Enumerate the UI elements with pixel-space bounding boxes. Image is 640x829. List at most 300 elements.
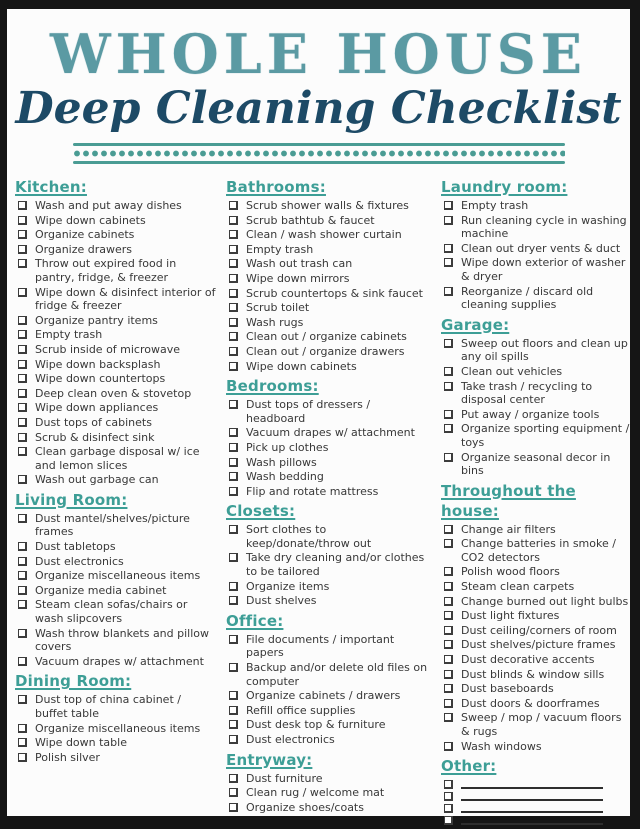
task-item <box>441 337 633 364</box>
checkbox-icon[interactable] <box>229 663 238 672</box>
task-item <box>441 668 633 682</box>
checkbox-icon[interactable] <box>18 230 27 239</box>
checkbox-icon[interactable] <box>229 216 238 225</box>
task-item <box>15 512 217 539</box>
task-label: Wash bedding <box>246 470 324 484</box>
task-label: Scrub & disinfect sink <box>35 430 155 444</box>
task-label: Organize cabinets / drawers <box>246 689 401 703</box>
section-heading-living-room: Living Room: <box>15 490 128 509</box>
task-label: Wash out garbage can <box>35 473 159 487</box>
task-item <box>15 751 217 765</box>
task-label: Dust top of china cabinet / buffet table <box>35 693 181 720</box>
task-label: Scrub shower walls & fixtures <box>246 199 409 212</box>
task-item <box>226 633 432 660</box>
task-label: Wash pillows <box>246 455 317 469</box>
task-label: Dust furniture <box>246 771 323 785</box>
checkbox-icon[interactable] <box>444 780 453 789</box>
section-living-room <box>15 490 217 669</box>
task-item <box>226 441 432 455</box>
task-item <box>15 598 217 625</box>
page-title-sub: Deep Cleaning Checklist <box>15 83 622 134</box>
checkbox-icon[interactable] <box>229 525 238 534</box>
task-label: Clean / wash shower curtain <box>246 228 402 242</box>
task-label: Steam clean carpets <box>461 580 575 594</box>
task-label: Scrub bathtub & faucet <box>246 213 375 227</box>
task-label: Organize shoes/coats <box>246 800 364 814</box>
checkbox-icon[interactable] <box>444 567 453 576</box>
task-item <box>441 609 633 623</box>
column-2 <box>226 176 432 828</box>
task-label: Dust doors & doorframes <box>461 696 600 710</box>
task-item <box>226 243 432 257</box>
page-header <box>7 9 630 164</box>
task-label: Organize seasonal decor in bins <box>461 450 611 478</box>
section-office <box>226 611 432 747</box>
task-label: Wipe down cabinets <box>246 359 357 373</box>
task-label: Clean garbage disposal w/ ice and lemon slices <box>35 445 200 472</box>
task-item <box>226 772 432 786</box>
task-item <box>15 736 217 750</box>
task-item <box>226 214 432 228</box>
section-heading-other: Other: <box>441 757 497 776</box>
checkbox-icon[interactable] <box>229 400 238 409</box>
checkbox-icon[interactable] <box>444 216 453 225</box>
checkbox-icon[interactable] <box>229 720 238 729</box>
checkbox-icon[interactable] <box>18 447 27 456</box>
checkbox-icon[interactable] <box>18 418 27 427</box>
checkbox-icon[interactable] <box>229 289 238 298</box>
checkbox-icon[interactable] <box>18 201 27 210</box>
checkbox-icon[interactable] <box>444 382 453 391</box>
section-heading-bedrooms: Bedrooms: <box>226 377 319 396</box>
task-item <box>15 372 217 386</box>
task-label: Empty trash <box>461 199 529 212</box>
task-item <box>441 365 633 379</box>
checkbox-icon[interactable] <box>229 487 238 496</box>
checkbox-icon[interactable] <box>18 657 27 666</box>
checkbox-icon[interactable] <box>18 724 27 733</box>
task-label: Wipe down countertops <box>35 372 166 386</box>
task-label: Empty trash <box>35 328 103 342</box>
task-label: Organize miscellaneous items <box>35 569 201 583</box>
section-bathrooms <box>226 177 432 373</box>
task-item <box>441 285 633 312</box>
task-item <box>226 801 432 815</box>
task-item <box>441 256 633 283</box>
task-item <box>15 286 217 313</box>
task-label: Clean rug / welcome mat <box>246 786 385 800</box>
task-label: Polish wood floors <box>461 565 560 579</box>
section-laundry-room <box>441 177 633 312</box>
task-label: Scrub countertops & sink faucet <box>246 286 423 300</box>
section-throughout-the-house <box>441 481 633 754</box>
task-item <box>226 704 432 718</box>
blank-fill-line[interactable] <box>461 778 603 789</box>
checkbox-icon[interactable] <box>229 303 238 312</box>
task-item <box>226 316 432 330</box>
task-label: Wash windows <box>461 739 542 753</box>
task-label: Clean out dryer vents & duct <box>461 241 621 255</box>
checkbox-icon[interactable] <box>229 347 238 356</box>
checkbox-icon[interactable] <box>229 230 238 239</box>
task-label: Sort clothes to keep/donate/throw out <box>246 523 372 550</box>
task-label: Dust decorative accents <box>461 653 595 667</box>
task-item <box>226 485 432 499</box>
checkbox-icon[interactable] <box>18 288 27 297</box>
task-item <box>15 314 217 328</box>
checkbox-icon[interactable] <box>18 330 27 339</box>
checkbox-icon[interactable] <box>18 389 27 398</box>
checkbox-icon[interactable] <box>444 582 453 591</box>
checkbox-icon[interactable] <box>444 792 453 801</box>
checkbox-icon[interactable] <box>229 428 238 437</box>
checkbox-icon[interactable] <box>229 472 238 481</box>
task-item <box>441 624 633 638</box>
section-heading-closets: Closets: <box>226 502 296 521</box>
checkbox-icon[interactable] <box>229 274 238 283</box>
task-label: Dust light fixtures <box>461 609 560 623</box>
checkbox-icon[interactable] <box>444 287 453 296</box>
task-item <box>226 594 432 608</box>
task-item <box>15 228 217 242</box>
blank-fill-line[interactable] <box>461 802 603 813</box>
checkbox-icon[interactable] <box>18 753 27 762</box>
blank-fill-line[interactable] <box>461 790 603 801</box>
task-label: Organize sporting equipment / toys <box>461 422 630 449</box>
task-item <box>226 426 432 440</box>
task-label: Wipe down table <box>35 736 127 750</box>
task-item <box>441 537 633 564</box>
task-item <box>15 722 217 736</box>
task-label: Change batteries in smoke / CO2 detectors <box>461 537 616 564</box>
checkbox-icon[interactable] <box>18 316 27 325</box>
task-item <box>226 360 432 374</box>
task-label: Dust electronics <box>35 554 124 568</box>
task-item <box>226 287 432 301</box>
task-label: Wipe down exterior of washer & dryer <box>461 256 626 283</box>
checkbox-icon[interactable] <box>18 738 27 747</box>
task-item <box>441 802 633 813</box>
task-item <box>441 214 633 241</box>
checkbox-icon[interactable] <box>229 774 238 783</box>
checkbox-icon[interactable] <box>444 684 453 693</box>
header-separator <box>73 143 565 164</box>
checkbox-icon[interactable] <box>444 367 453 376</box>
checkbox-icon[interactable] <box>18 259 27 268</box>
checkbox-icon[interactable] <box>18 403 27 412</box>
task-label: Sweep out floors and clean up any oil spills <box>461 336 628 364</box>
task-item <box>441 697 633 711</box>
task-item <box>226 661 432 688</box>
task-item <box>226 551 432 578</box>
task-item <box>226 257 432 271</box>
blank-fill-line[interactable] <box>461 814 603 825</box>
checklist-page <box>7 9 630 816</box>
checkbox-icon[interactable] <box>229 318 238 327</box>
checkbox-icon[interactable] <box>229 691 238 700</box>
separator-line-top <box>73 143 565 146</box>
checkbox-icon[interactable] <box>18 629 27 638</box>
task-item <box>226 301 432 315</box>
checkbox-icon[interactable] <box>444 699 453 708</box>
task-label: Wash rugs <box>246 315 304 329</box>
section-heading-office: Office: <box>226 611 284 630</box>
task-label: Clean out / organize cabinets <box>246 330 407 344</box>
task-item <box>226 733 432 747</box>
checkbox-icon[interactable] <box>444 804 453 813</box>
task-label: Scrub toilet <box>246 301 310 315</box>
task-label: Wipe down mirrors <box>246 271 350 285</box>
checkbox-icon[interactable] <box>444 339 453 348</box>
task-label: Run cleaning cycle in washing machine <box>461 213 627 241</box>
checkbox-icon[interactable] <box>18 360 27 369</box>
section-heading-laundry-room: Laundry room: <box>441 178 568 196</box>
task-label: Organize cabinets <box>35 228 135 242</box>
task-item <box>441 422 633 449</box>
task-label: Organize media cabinet <box>35 583 167 597</box>
task-item <box>15 358 217 372</box>
task-item <box>226 228 432 242</box>
separator-dots <box>73 149 565 158</box>
checkbox-icon[interactable] <box>18 557 27 566</box>
task-label: Wash out trash can <box>246 257 353 271</box>
task-item <box>441 638 633 652</box>
task-label: Dust ceiling/corners of room <box>461 623 617 637</box>
section-closets <box>226 501 432 608</box>
column-3 <box>441 176 633 828</box>
task-item <box>15 387 217 401</box>
checkbox-icon[interactable] <box>229 788 238 797</box>
task-item <box>15 243 217 257</box>
checkbox-icon[interactable] <box>18 433 27 442</box>
task-label: Take dry cleaning and/or clothes to be tailored <box>246 551 425 579</box>
task-label: Deep clean oven & stovetop <box>35 386 192 400</box>
task-item <box>441 580 633 594</box>
task-label: Organize items <box>246 579 330 593</box>
checkbox-icon[interactable] <box>229 553 238 562</box>
section-entryway <box>226 750 432 815</box>
task-label: Dust tabletops <box>35 540 116 554</box>
task-label: Dust tops of cabinets <box>35 415 152 429</box>
checkbox-icon[interactable] <box>229 332 238 341</box>
task-label: Wipe down backsplash <box>35 357 161 371</box>
checkbox-icon[interactable] <box>444 597 453 606</box>
checkbox-icon[interactable] <box>229 245 238 254</box>
checkbox-icon[interactable] <box>18 345 27 354</box>
checkbox-icon[interactable] <box>18 514 27 523</box>
task-item <box>441 523 633 537</box>
checkbox-icon[interactable] <box>444 410 453 419</box>
section-garage <box>441 315 633 478</box>
task-label: Vacuum drapes w/ attachment <box>246 426 415 440</box>
task-label: Change burned out light bulbs <box>461 594 629 608</box>
task-label: Wash and put away dishes <box>35 199 182 212</box>
task-label: Dust shelves/picture frames <box>461 638 616 652</box>
task-label: Wipe down appliances <box>35 401 159 415</box>
checkbox-icon[interactable] <box>444 640 453 649</box>
task-item <box>441 778 633 789</box>
checkbox-icon[interactable] <box>229 803 238 812</box>
task-label: Dust shelves <box>246 594 317 608</box>
task-item <box>15 627 217 654</box>
checkbox-icon[interactable] <box>444 611 453 620</box>
checkbox-icon[interactable] <box>229 259 238 268</box>
task-item <box>15 257 217 284</box>
checkbox-icon[interactable] <box>18 600 27 609</box>
task-label: Polish silver <box>35 750 100 764</box>
task-item <box>226 345 432 359</box>
section-heading-entryway: Entryway: <box>226 750 313 769</box>
task-item <box>441 242 633 256</box>
task-label: Throw out expired food in pantry, fridge, & freezer <box>35 257 177 284</box>
task-item <box>226 718 432 732</box>
checkbox-icon[interactable] <box>229 201 238 210</box>
task-item <box>15 555 217 569</box>
checkbox-icon[interactable] <box>229 582 238 591</box>
task-item <box>226 199 432 213</box>
task-label: Organize drawers <box>35 242 133 256</box>
checkbox-icon[interactable] <box>18 374 27 383</box>
task-item <box>441 682 633 696</box>
task-item <box>441 790 633 801</box>
checkbox-icon[interactable] <box>444 258 453 267</box>
checkbox-icon[interactable] <box>444 525 453 534</box>
checklist-columns <box>7 164 630 828</box>
task-item <box>226 272 432 286</box>
task-label: Refill office supplies <box>246 703 356 717</box>
page-title-main: WHOLE HOUSE <box>50 22 587 86</box>
task-label: Scrub inside of microwave <box>35 342 181 356</box>
task-label: Dust tops of dressers / headboard <box>246 398 371 425</box>
checkbox-icon[interactable] <box>444 539 453 548</box>
task-label: Organize pantry items <box>35 313 158 327</box>
checkbox-icon[interactable] <box>18 245 27 254</box>
task-item <box>226 786 432 800</box>
task-label: Steam clean sofas/chairs or wash slipcovers <box>35 598 188 626</box>
checkbox-icon[interactable] <box>444 453 453 462</box>
task-item <box>441 653 633 667</box>
task-label: Take trash / recycling to disposal center <box>461 379 593 407</box>
checkbox-icon[interactable] <box>229 735 238 744</box>
task-item <box>441 199 633 213</box>
task-item <box>15 214 217 228</box>
task-item <box>15 199 217 213</box>
task-item <box>226 523 432 550</box>
task-item <box>226 689 432 703</box>
task-label: Wipe down cabinets <box>35 213 146 227</box>
task-item <box>226 580 432 594</box>
task-item <box>15 401 217 415</box>
task-label: Backup and/or delete old files on computer <box>246 661 428 688</box>
task-label: Wipe down & disinfect interior of fridge & freezer <box>35 285 216 313</box>
task-item <box>15 473 217 487</box>
task-item <box>441 595 633 609</box>
checkbox-icon[interactable] <box>229 596 238 605</box>
task-label: Change air filters <box>461 522 556 536</box>
checkbox-icon[interactable] <box>444 626 453 635</box>
task-label: Clean out vehicles <box>461 364 563 378</box>
task-label: Sweep / mop / vacuum floors & rugs <box>461 711 622 738</box>
section-heading-dining-room: Dining Room: <box>15 672 132 691</box>
checkbox-icon[interactable] <box>229 635 238 644</box>
checkbox-icon[interactable] <box>18 695 27 704</box>
task-item <box>15 431 217 445</box>
task-label: Vacuum drapes w/ attachment <box>35 654 204 668</box>
task-label: Reorganize / discard old cleaning supplies <box>461 284 594 312</box>
checkbox-icon[interactable] <box>18 571 27 580</box>
checkbox-icon[interactable] <box>444 816 453 825</box>
task-item <box>226 456 432 470</box>
section-dining-room <box>15 671 217 764</box>
task-label: Wash throw blankets and pillow covers <box>35 626 210 654</box>
task-item <box>15 416 217 430</box>
task-item <box>226 470 432 484</box>
task-item <box>15 569 217 583</box>
checkbox-icon[interactable] <box>229 458 238 467</box>
task-label: File documents / important papers <box>246 632 395 660</box>
checkbox-icon[interactable] <box>18 586 27 595</box>
task-item <box>15 693 217 720</box>
checkbox-icon[interactable] <box>229 706 238 715</box>
checkbox-icon[interactable] <box>444 670 453 679</box>
checkbox-icon[interactable] <box>229 362 238 371</box>
checkbox-icon[interactable] <box>18 542 27 551</box>
task-item <box>15 343 217 357</box>
section-kitchen <box>15 177 217 487</box>
task-item <box>226 398 432 425</box>
task-label: Clean out / organize drawers <box>246 344 405 358</box>
checkbox-icon[interactable] <box>18 475 27 484</box>
checkbox-icon[interactable] <box>444 655 453 664</box>
task-item <box>15 445 217 472</box>
task-label: Pick up clothes <box>246 440 329 454</box>
task-label: Organize miscellaneous items <box>35 721 201 735</box>
section-bedrooms <box>226 376 432 498</box>
task-item <box>15 328 217 342</box>
checkbox-icon[interactable] <box>18 216 27 225</box>
checkbox-icon[interactable] <box>444 713 453 722</box>
task-item <box>441 565 633 579</box>
task-item <box>226 330 432 344</box>
task-label: Put away / organize tools <box>461 407 600 421</box>
task-label: Dust baseboards <box>461 682 554 696</box>
section-heading-kitchen: Kitchen: <box>15 178 87 196</box>
section-other <box>441 756 633 825</box>
task-item <box>441 711 633 738</box>
task-label: Dust desk top & furniture <box>246 718 386 732</box>
task-label: Empty trash <box>246 242 314 256</box>
task-item <box>15 584 217 598</box>
task-item <box>441 814 633 825</box>
task-label: Dust blinds & window sills <box>461 667 605 681</box>
checkbox-icon[interactable] <box>444 201 453 210</box>
section-heading-garage: Garage: <box>441 315 510 334</box>
checkbox-icon[interactable] <box>444 424 453 433</box>
section-heading-throughout-the-house: Throughout the house: <box>441 481 576 520</box>
task-item <box>441 451 633 478</box>
task-item <box>15 540 217 554</box>
column-1 <box>15 176 217 828</box>
checkbox-icon[interactable] <box>229 443 238 452</box>
task-label: Dust electronics <box>246 733 335 746</box>
task-label: Dust mantel/shelves/picture frames <box>35 511 190 539</box>
task-item <box>441 740 633 754</box>
section-heading-bathrooms: Bathrooms: <box>226 178 326 196</box>
checkbox-icon[interactable] <box>444 244 453 253</box>
checkbox-icon[interactable] <box>444 742 453 751</box>
task-label: Flip and rotate mattress <box>246 484 379 498</box>
task-item <box>441 380 633 407</box>
